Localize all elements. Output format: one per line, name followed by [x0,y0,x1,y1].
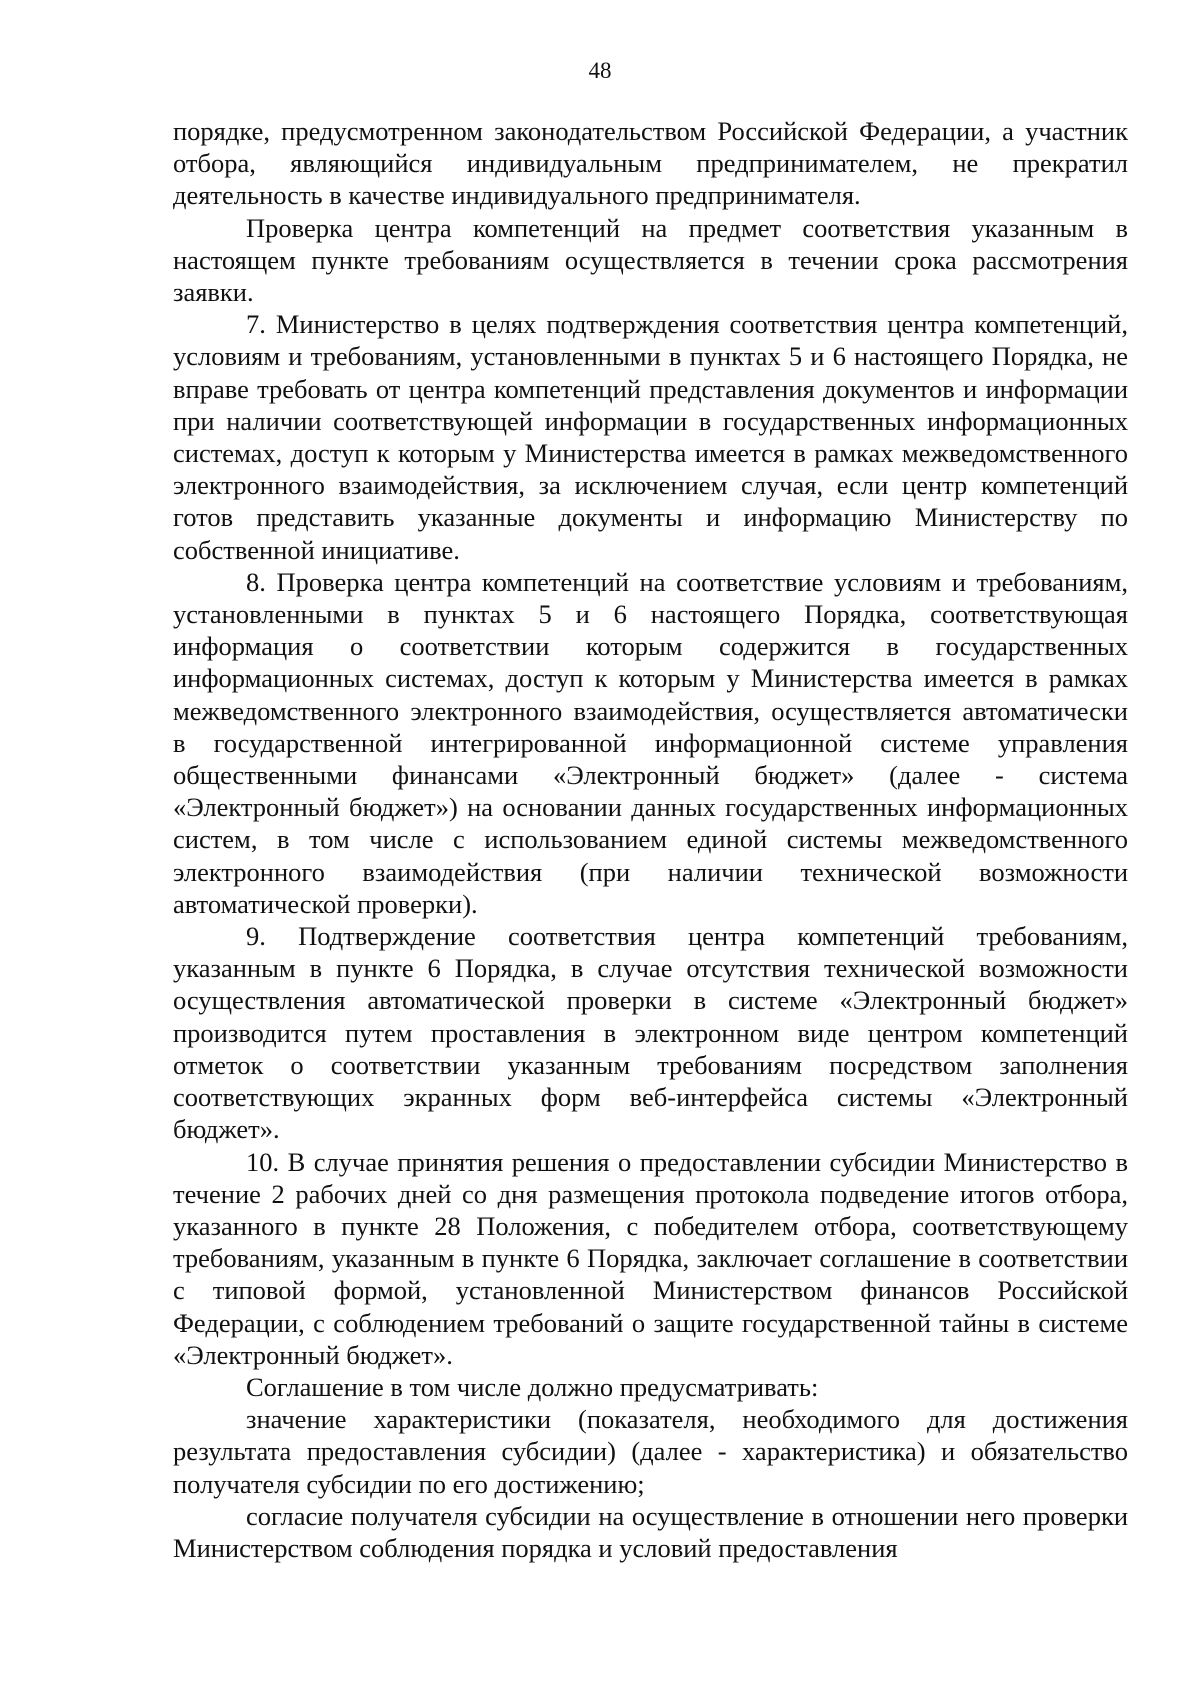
paragraph: Проверка центра компетенций на предмет соответствия указанным в настоящем пункте требованиям осуществляется в течении срока рассмотрения заявки. [173,212,1128,308]
paragraph: согласие получателя субсидии на осуществление в отношении него проверки Министерством соблюдения порядка и условий предоставления [173,1500,1128,1563]
paragraph: порядке, предусмотренном законодательством Российской Федерации, а участник отбора, являющийся индивидуальным предпринимателем, не прекратил деятельность в качестве индивидуального предпринимателя. [173,116,1128,211]
paragraph: значение характеристики (показателя, необходимого для достижения результата предоставления субсидии) (далее - характеристика) и обязательство получателя субсидии по его достижению; [173,1404,1128,1499]
paragraph: 9. Подтверждение соответствия центра компетенций требованиям, указанным в пункте 6 Порядка, в случае отсутствия технической возможности осуществления автоматической проверки в системе «Электронный бюджет» производится путем проставления в электронном виде центром компетенций отметок о соответствии указанным требованиям посредством заполнения соответствующих экранных форм веб-интерфейса системы «Электронный бюджет». [173,921,1128,1145]
paragraph: 8. Проверка центра компетенций на соответствие условиям и требованиям, установленными в пунктах 5 и 6 настоящего Порядка, соответствующая информация о соответствии которым содержится в государственных информационных системах, доступ к которым у Министерства имеется в рамках межведомственного электронного взаимодействия, осуществляется автоматически в государственной интегрированной информационной системе управления общественными финансами «Электронный бюджет» (далее - система «Электронный бюджет») на основании данных государственных информационных систем, в том числе с использованием единой системы межведомственного электронного взаимодействия (при наличии технической возможности автоматической проверки). [173,566,1128,919]
paragraph: 7. Министерство в целях подтверждения соответствия центра компетенций, условиям и требованиям, установленными в пунктах 5 и 6 настоящего Порядка, не вправе требовать от центра компетенций представления документов и информации при наличии соответствующей информации в государственных информационных системах, доступ к которым у Министерства имеется в рамках межведомственного электронного взаимодействия, за исключением случая, если центр компетенций готов представить указанные документы и информацию Министерству по собственной инициативе. [173,309,1128,565]
paragraph: Соглашение в том числе должно предусматривать: [246,1371,819,1402]
page-number: 48 [588,58,612,83]
paragraph: 10. В случае принятия решения о предоставлении субсидии Министерство в течение 2 рабочих дней со дня размещения протокола подведение итогов отбора, указанного в пункте 28 Положения, с победителем отбора, соответствующему требованиям, указанным в пункте 6 Порядка, заключает соглашение в соответствии с типовой формой, установленной Министерством финансов Российской Федерации, с соблюдением требований о защите государственной тайны в системе «Электронный бюджет». [173,1146,1128,1370]
document-body [173,115,1128,1564]
